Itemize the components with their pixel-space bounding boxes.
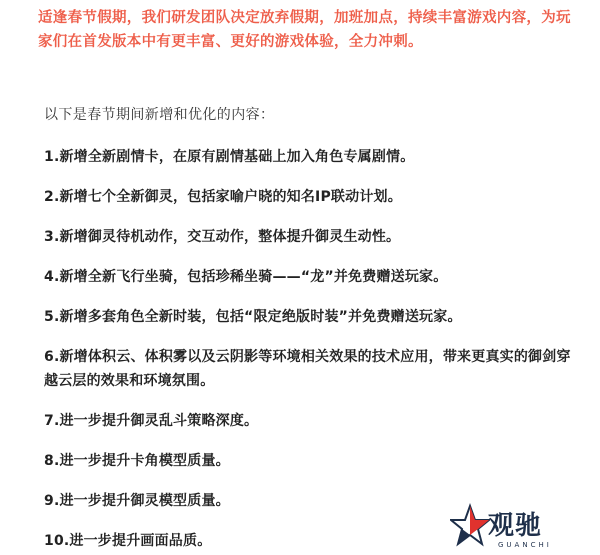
guanchi-watermark (450, 503, 590, 551)
list-item: 4.新增全新飞行坐骑，包括珍稀坐骑——“龙”并免费赠送玩家。 (44, 269, 448, 285)
list-item: 2.新增七个全新御灵，包括家喻户晓的知名IP联动计划。 (44, 189, 402, 205)
list-item: 6.新增体积云、体积雾以及云阴影等环境相关效果的技术应用，带来更真实的御剑穿越云层的效果和环境氛围。 (44, 349, 571, 389)
list-item: 3.新增御灵待机动作，交互动作，整体提升御灵生动性。 (44, 229, 401, 245)
intro-text: 适逢春节假期，我们研发团队决定放弃假期，加班加点，持续丰富游戏内容，为玩家们在首发版本中有更丰富、更好的游戏体验，全力冲刺。 (38, 10, 571, 50)
lead-text: 以下是春节期间新增和优化的内容： (44, 107, 275, 123)
list-item: 10.进一步提升画面品质。 (44, 533, 212, 549)
star-logo-icon (450, 503, 490, 549)
list-item: 8.进一步提升卡角模型质量。 (44, 453, 230, 469)
list-item: 5.新增多套角色全新时装，包括“限定绝版时装”并免费赠送玩家。 (44, 309, 462, 325)
watermark-sub: GUANCHI (498, 541, 552, 549)
list-item: 1.新增全新剧情卡，在原有剧情基础上加入角色专属剧情。 (44, 149, 415, 165)
watermark-name: 观驰 (488, 511, 543, 541)
list-item: 7.进一步提升御灵乱斗策略深度。 (44, 413, 259, 429)
list-item: 9.进一步提升御灵模型质量。 (44, 493, 230, 509)
